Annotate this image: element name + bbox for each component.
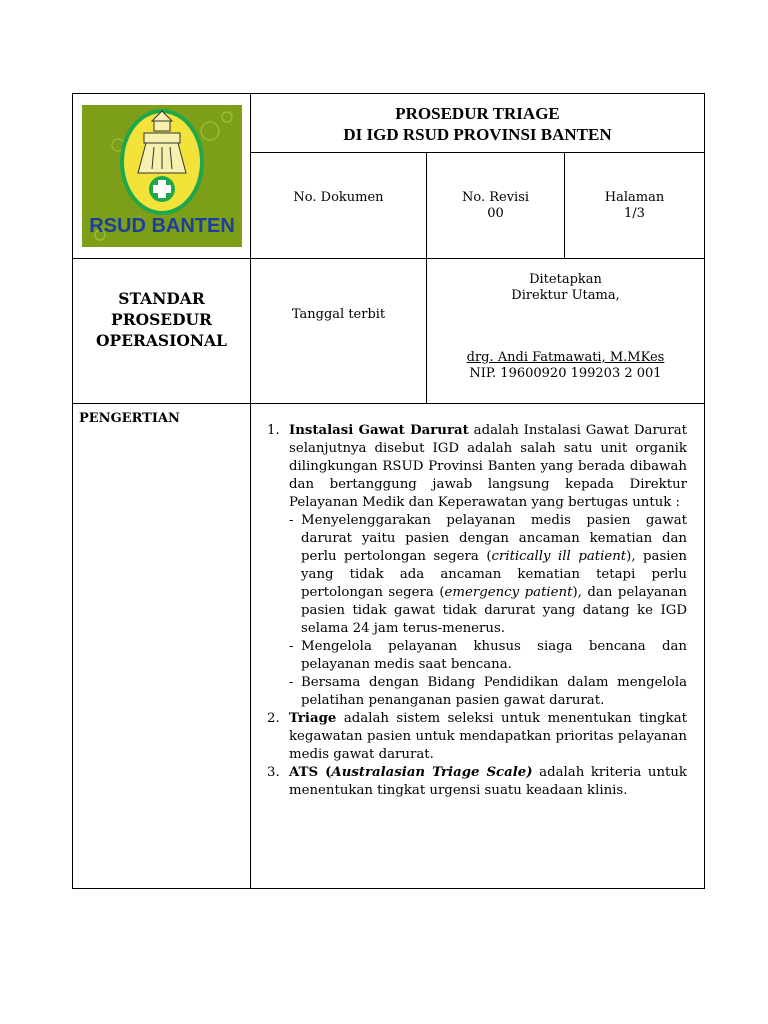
pengertian-content: [267, 422, 687, 800]
definition-term: Instalasi Gawat Darurat: [289, 423, 469, 438]
definition-term: ATS (: [289, 765, 332, 780]
director-name: drg. Andi Fatmawati, M.MKes: [466, 350, 665, 365]
sub-item-dash: -: [289, 639, 294, 654]
page-label: Halaman: [604, 190, 665, 205]
definition-text: adalah sistem seleksi untuk menentukan tingkat kegawatan pasien untuk mendapatkan prioritas pelayanan medis gawat darurat.: [289, 711, 687, 762]
sop-title-line-2: PROSEDUR: [111, 310, 212, 329]
sub-item-italic: critically ill patient: [491, 549, 627, 564]
approval-cell: [427, 272, 704, 382]
definition-term: Triage: [289, 711, 337, 726]
revision-cell: [427, 190, 564, 222]
page-value: 1/3: [624, 206, 645, 221]
sub-item-italic: emergency patient: [444, 585, 573, 600]
item-number: 1.: [267, 423, 280, 438]
sub-item: [289, 512, 687, 638]
established-label: Ditetapkan: [529, 272, 602, 287]
definition-item: [267, 764, 687, 800]
logo-text: RSUD BANTEN: [89, 215, 235, 237]
sop-title: [73, 288, 250, 351]
doc-number-label: No. Dokumen: [293, 190, 384, 205]
section-label-pengertian: PENGERTIAN: [79, 411, 180, 426]
sub-item: [289, 674, 687, 710]
sub-item-dash: -: [289, 513, 294, 528]
hospital-logo: [82, 105, 242, 247]
sub-item-text: Bersama dengan Bidang Pendidikan dalam mengelola pelatihan penanganan pasien gawat darurat.: [301, 675, 687, 708]
document-title: [251, 103, 704, 145]
sop-title-line-3: OPERASIONAL: [96, 331, 227, 350]
doc-number-cell: [251, 190, 426, 206]
definition-item: [267, 710, 687, 764]
grid-line: [250, 152, 704, 153]
item-number: 2.: [267, 711, 280, 726]
director-title: Direktur Utama,: [511, 288, 620, 303]
definition-term-italic: Australasian Triage Scale): [331, 765, 533, 780]
revision-label: No. Revisi: [461, 190, 530, 205]
definition-text: adalah kriteria untuk menentukan tingkat urgensi suatu keadaan klinis.: [289, 765, 687, 798]
grid-line: [250, 94, 251, 888]
sub-item-dash: -: [289, 675, 294, 690]
sub-item-text: ), pasien yang tidak ada ancaman kematian tetapi perlu pertolongan segera (: [301, 549, 687, 600]
sub-item-text: Mengelola pelayanan khusus siaga bencana dan pelayanan medis saat bencana.: [301, 639, 687, 672]
grid-line: [73, 403, 704, 404]
sub-item-text: Menyelenggarakan pelayanan medis pasien gawat darurat yaitu pasien dengan ancaman kematian dan perlu pertolongan segera (: [301, 513, 687, 564]
sub-item-text: ), dan pelayanan pasien tidak gawat tidak darurat yang datang ke IGD selama 24 jam terus-menerus.: [301, 585, 687, 636]
page-cell: [565, 190, 704, 222]
director-nip: NIP. 19600920 199203 2 001: [469, 366, 662, 381]
definition-item: [267, 422, 687, 710]
issue-date-cell: [251, 307, 426, 323]
logo-emblem-icon: [82, 105, 242, 247]
title-line-2: DI IGD RSUD PROVINSI BANTEN: [343, 125, 612, 144]
issue-date-label: Tanggal terbit: [291, 307, 386, 322]
sop-title-line-1: STANDAR: [118, 289, 205, 308]
grid-line: [73, 258, 704, 259]
sop-document-table: [72, 93, 705, 889]
title-line-1: PROSEDUR TRIAGE: [395, 104, 560, 123]
item-number: 3.: [267, 765, 280, 780]
sub-item: [289, 638, 687, 674]
revision-value: 00: [487, 206, 504, 221]
definition-text: adalah Instalasi Gawat Darurat selanjutnya disebut IGD adalah salah satu unit organik dilingkungan RSUD Provinsi Banten yang berada dibawah dan bertanggung jawab langsung kepada Direktur Pelayanan Medik dan Keperawatan yang bertugas untuk :: [289, 423, 687, 510]
